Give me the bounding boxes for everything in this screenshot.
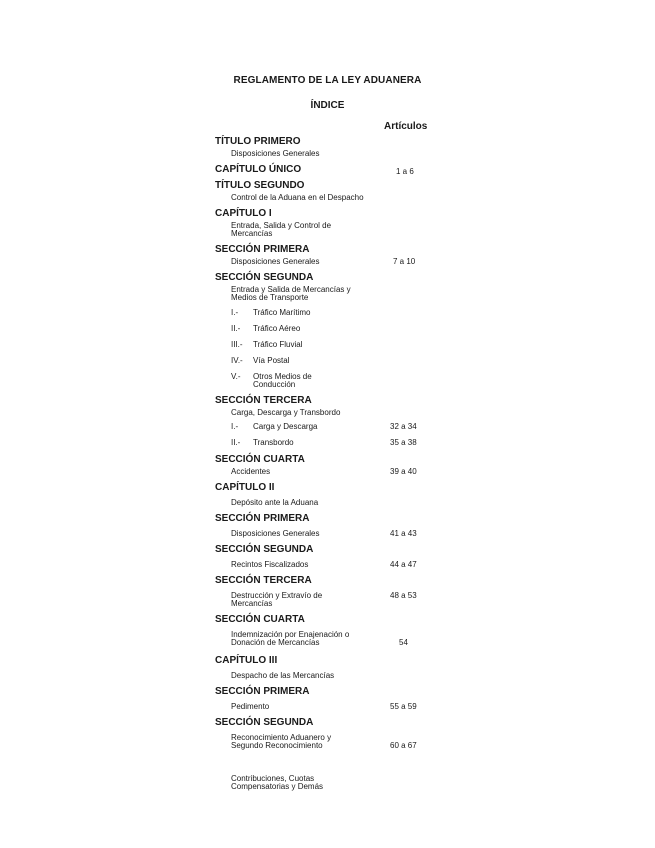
item-label: Otros Medios de Conducción [253,372,312,389]
article-range: 35 a 38 [390,438,417,447]
titulo-primero-heading: TÍTULO PRIMERO [215,136,301,147]
seccion-segunda-heading: SECCIÓN SEGUNDA [215,272,314,283]
item-number: I.- [231,308,239,317]
item-label: Vía Postal [253,356,290,365]
item-number: II.- [231,324,241,333]
article-range: 7 a 10 [393,257,416,266]
list-item [231,355,445,368]
entry-description [231,466,417,478]
heading-label: CAPÍTULO ÚNICO [215,164,302,175]
article-range: 55 a 59 [390,702,417,711]
list-item [231,307,445,320]
seccion-primera-heading: SECCIÓN PRIMERA [215,513,310,524]
seccion-segunda-heading: SECCIÓN SEGUNDA [215,717,314,728]
index-heading: ÍNDICE [310,100,345,111]
entry-description: Despacho de las Mercancías [231,671,335,680]
entry-label: Destrucción y Extravío de Mercancías [231,591,323,608]
item-label: Transbordo [253,438,294,447]
titulo-segundo-heading: TÍTULO SEGUNDO [215,180,305,191]
seccion-primera-heading: SECCIÓN PRIMERA [215,244,310,255]
item-label: Tráfico Fluvial [253,340,303,349]
item-label: Tráfico Marítimo [253,308,311,317]
entry-label: Reconocimiento Aduanero y Segundo Reconocimiento [231,733,332,750]
article-range: 48 a 53 [390,591,417,600]
entry-description: Disposiciones Generales [231,149,320,158]
entry-description [231,732,417,752]
entry-label: Indemnización por Enajenación o Donación de Mercancías [231,630,350,647]
item-number: III.- [231,340,243,349]
document-title: REGLAMENTO DE LA LEY ADUANERA [233,75,422,86]
item-number: V.- [231,372,241,381]
entry-description [231,629,408,649]
item-number: I.- [231,422,239,431]
seccion-cuarta-heading: SECCIÓN CUARTA [215,614,305,625]
page-cutoff [0,757,655,769]
list-item [231,437,445,450]
capitulo-iii-heading: CAPÍTULO III [215,655,278,666]
entry-description: Contribuciones, Cuotas Compensatorias y Demás [231,774,324,791]
list-item [231,323,445,336]
articles-column-header: Artículos [384,121,428,132]
article-range: 54 [399,638,408,647]
entry-label: Disposiciones Generales [231,257,320,266]
entry-description [231,528,417,540]
article-range: 44 a 47 [390,560,417,569]
item-label: Tráfico Aéreo [253,324,301,333]
entry-label: Disposiciones Generales [231,529,320,538]
entry-description: Carga, Descarga y Transbordo [231,408,341,417]
item-label: Carga y Descarga [253,422,318,431]
seccion-tercera-heading: SECCIÓN TERCERA [215,395,312,406]
item-number: IV.- [231,356,243,365]
capitulo-ii-heading: CAPÍTULO II [215,482,275,493]
seccion-cuarta-heading: SECCIÓN CUARTA [215,454,305,465]
list-item [231,339,445,352]
entry-description [231,559,417,571]
list-item [231,421,445,434]
list-item [231,371,445,391]
article-range: 60 a 67 [390,741,417,750]
entry-label: Accidentes [231,467,271,476]
article-range: 32 a 34 [390,422,417,431]
seccion-tercera-heading: SECCIÓN TERCERA [215,575,312,586]
seccion-segunda-heading: SECCIÓN SEGUNDA [215,544,314,555]
entry-description [231,590,417,610]
entry-description: Depósito ante la Aduana [231,498,319,507]
entry-description: Control de la Aduana en el Despacho [231,193,364,202]
item-number: II.- [231,438,241,447]
entry-label: Recintos Fiscalizados [231,560,309,569]
article-range: 41 a 43 [390,529,417,538]
capitulo-i-heading: CAPÍTULO I [215,208,272,219]
entry-label: Pedimento [231,702,270,711]
entry-description: Entrada, Salida y Control de Mercancías [231,221,332,238]
article-range: 39 a 40 [390,467,417,476]
entry-description: Entrada y Salida de Mercancías y Medios de Transporte [231,285,351,302]
article-range: 1 a 6 [396,167,414,176]
capitulo-unico-heading [215,164,445,176]
entry-description [231,256,416,268]
seccion-primera-heading: SECCIÓN PRIMERA [215,686,310,697]
entry-description [231,701,417,713]
table-of-contents [215,136,445,793]
